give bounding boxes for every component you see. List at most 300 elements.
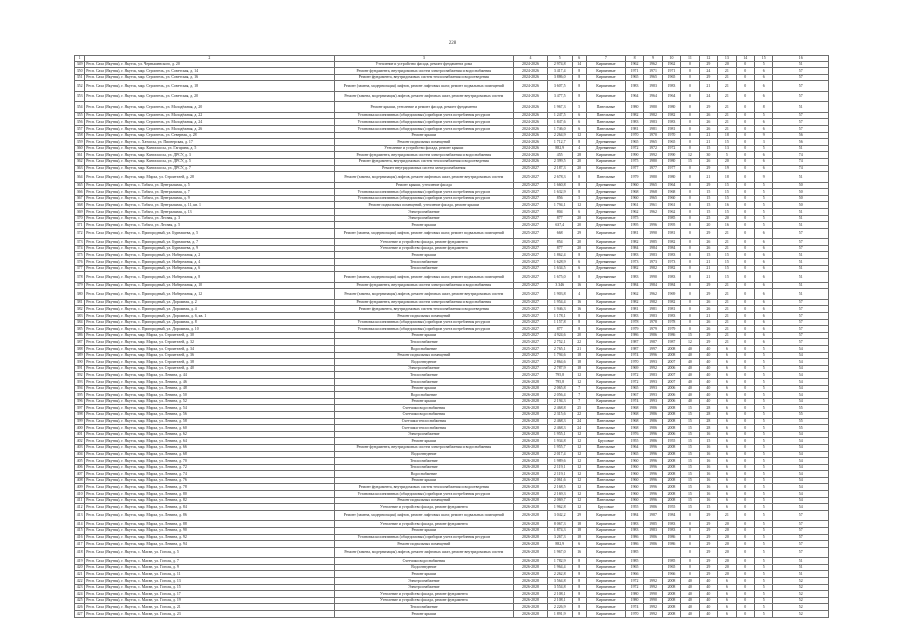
row-number: 396	[75, 398, 85, 405]
row-number: 359	[75, 139, 85, 146]
table-row	[75, 398, 829, 405]
address-cell: Респ. Саха (Якутия), г. Якутск, мкр. Марха, ул. Ленина, д. 58	[85, 418, 334, 425]
period-cell: 2026-2028	[514, 491, 548, 498]
value-cell: 21	[718, 91, 736, 102]
value-cell: 5	[755, 578, 773, 585]
address-cell: Респ. Саха (Якутия), г. Якутск, мкр. Марха, ул. Строителей, д. 38	[85, 359, 334, 366]
year-cell: 1983	[625, 521, 643, 528]
row-number: 357	[75, 125, 85, 132]
units-cell: 12	[572, 444, 586, 451]
units-cell: 8	[572, 597, 586, 604]
year-cell: 1984	[662, 510, 680, 521]
row-number: 383	[75, 313, 85, 320]
row-number: 380	[75, 289, 85, 300]
cost-cell: 2 056,4	[547, 392, 572, 399]
material-cell: Кирпичные	[586, 604, 625, 611]
value-cell: 55	[773, 411, 829, 418]
row-number: 367	[75, 195, 85, 202]
row-number: 419	[75, 558, 85, 565]
units-cell: 12	[572, 438, 586, 445]
address-cell: Респ. Саха (Якутия), г. Якутск, мкр. Марха, ул. Ленина, д. 56	[85, 411, 334, 418]
address-cell: Респ. Саха (Якутия), г. Якутск, мкр. Строитель, ул. Молодёжная, д. 26	[85, 125, 334, 132]
value-cell: 56	[773, 139, 829, 146]
value-cell: 16	[699, 497, 717, 504]
period-cell: 2026-2028	[514, 504, 548, 511]
value-cell: 20	[718, 564, 736, 571]
units-cell: 8	[572, 313, 586, 320]
value-cell: 5	[755, 591, 773, 598]
work-type-cell: Установка коллективных (общедомовых) приборов учета потребления ресурсов	[334, 326, 514, 333]
value-cell: 29	[699, 182, 717, 189]
value-cell: 40	[681, 610, 699, 617]
year-cell: 1981	[625, 228, 643, 239]
work-type-cell: Водоснабжение	[334, 392, 514, 399]
value-cell: 0	[736, 458, 754, 465]
period-cell: 2025-2027	[514, 202, 548, 209]
value-cell: 5	[755, 378, 773, 385]
material-cell: Кирпичные	[586, 313, 625, 320]
cost-cell: 2 061,6	[547, 477, 572, 484]
year-cell: 2008	[662, 425, 680, 432]
value-cell: 0	[736, 359, 754, 366]
period-cell: 2025-2027	[514, 359, 548, 366]
table-row	[75, 313, 829, 320]
year-cell: 1986	[644, 411, 662, 418]
cost-cell: 854	[547, 239, 572, 246]
value-cell: 0	[681, 541, 699, 548]
value-cell: 0	[681, 145, 699, 152]
year-cell: 1962	[625, 61, 643, 68]
year-cell: 1961	[644, 202, 662, 209]
row-number: 353	[75, 91, 85, 102]
value-cell: 40	[681, 372, 699, 379]
value-cell: 29	[699, 165, 717, 172]
address-cell: Респ. Саха (Якутия), г. Якутск, мкр. Марха, ул. Ленина, д. 80	[85, 491, 334, 498]
period-cell: 2026-2028	[514, 527, 548, 534]
value-cell: 0	[681, 91, 699, 102]
value-cell: 0	[736, 464, 754, 471]
value-cell: 6	[755, 299, 773, 306]
row-number: 375	[75, 252, 85, 259]
table-row	[75, 571, 829, 578]
cost-cell: 882,9	[547, 541, 572, 548]
period-cell: 2025-2027	[514, 165, 548, 172]
work-type-cell: Установка коллективных (общедомовых) приборов учета потребления ресурсов	[334, 534, 514, 541]
value-cell: 6	[718, 392, 736, 399]
work-type-cell: Утепление и устройство фасада, ремонт фундамента	[334, 597, 514, 604]
year-cell: 1980	[644, 158, 662, 165]
value-cell: 5	[755, 182, 773, 189]
year-cell: 1973	[625, 259, 643, 266]
address-cell: Респ. Саха (Якутия), г. Якутск, с. Пригородный, ул. Бурнашева, д. 9	[85, 245, 334, 252]
year-cell: 2008	[662, 584, 680, 591]
value-cell: 5	[755, 491, 773, 498]
value-cell: 5	[755, 451, 773, 458]
year-cell: 1968	[662, 189, 680, 196]
material-cell: Кирпичные	[586, 346, 625, 353]
work-type-cell: Ремонт внутридомовых систем электроснабжения	[334, 165, 514, 172]
value-cell: 20	[718, 61, 736, 68]
year-cell: 2008	[662, 610, 680, 617]
value-cell: 74	[773, 158, 829, 165]
units-cell: 12	[572, 484, 586, 491]
value-cell: 15	[681, 438, 699, 445]
table-row	[75, 145, 829, 152]
period-cell: 2026-2028	[514, 584, 548, 591]
value-cell: 0	[736, 372, 754, 379]
table-row	[75, 139, 829, 146]
value-cell: 6	[755, 282, 773, 289]
year-cell: 2008	[662, 451, 680, 458]
value-cell: 19	[718, 165, 736, 172]
value-cell: 0	[736, 451, 754, 458]
value-cell: 26	[699, 119, 717, 126]
cost-cell: 2 065,8	[547, 385, 572, 392]
table-row	[75, 319, 829, 326]
year-cell: 1982	[644, 112, 662, 119]
value-cell: 6	[755, 306, 773, 313]
value-cell: 0	[736, 228, 754, 239]
value-cell: 16	[699, 484, 717, 491]
units-cell: 8	[572, 591, 586, 598]
year-cell: 2006	[662, 385, 680, 392]
row-number: 411	[75, 497, 85, 504]
table-row	[75, 81, 829, 92]
value-cell: 15	[681, 444, 699, 451]
value-cell: 0	[736, 119, 754, 126]
year-cell: 1980	[625, 597, 643, 604]
row-number: 425	[75, 597, 85, 604]
value-cell: 57	[773, 339, 829, 346]
table-row	[75, 209, 829, 216]
value-cell: 29	[699, 282, 717, 289]
value-cell: 5	[755, 365, 773, 372]
address-cell: Респ. Саха (Якутия), г. Якутск, мкр. Марха, ул. Ленина, д. 74	[85, 471, 334, 478]
value-cell: 57	[773, 527, 829, 534]
value-cell: 21	[699, 139, 717, 146]
year-cell: 1965	[644, 74, 662, 81]
address-cell: Респ. Саха (Якутия), г. Якутск, с. Маган, ул. Гоголя, д. 19	[85, 597, 334, 604]
value-cell: 57	[773, 541, 829, 548]
value-cell: 6	[755, 252, 773, 259]
table-body	[75, 61, 829, 617]
value-cell: 26	[699, 158, 717, 165]
value-cell: 0	[681, 202, 699, 209]
year-cell: 1996	[644, 464, 662, 471]
year-cell: 1974	[625, 604, 643, 611]
period-cell: 2025-2027	[514, 209, 548, 216]
year-cell: 1965	[625, 385, 643, 392]
period-cell: 2026-2028	[514, 451, 548, 458]
value-cell: 57	[773, 319, 829, 326]
period-cell: 2025-2027	[514, 259, 548, 266]
work-type-cell: Теплоснабжение	[334, 458, 514, 465]
table-row	[75, 306, 829, 313]
value-cell: 15	[681, 451, 699, 458]
value-cell: 0	[736, 265, 754, 272]
value-cell: 29	[699, 547, 717, 558]
value-cell: 15	[718, 252, 736, 259]
table-row	[75, 265, 829, 272]
work-type-cell: Ремонт крыши	[334, 222, 514, 229]
year-cell: 1986	[644, 332, 662, 339]
value-cell: 0	[736, 313, 754, 320]
address-cell: Респ. Саха (Якутия), г. Якутск, мкр. Марха, ул. Ленина, д. 92	[85, 534, 334, 541]
value-cell: 15	[699, 189, 717, 196]
table-row	[75, 604, 829, 611]
value-cell: 51	[773, 61, 829, 68]
value-cell: 6	[718, 398, 736, 405]
value-cell: 57	[773, 332, 829, 339]
cost-cell: 3 554,8	[547, 584, 572, 591]
year-cell: 1993	[644, 392, 662, 399]
value-cell: 0	[681, 326, 699, 333]
table-row	[75, 182, 829, 189]
value-cell: 15	[699, 195, 717, 202]
year-cell: 1986	[625, 534, 643, 541]
year-cell: 2008	[662, 458, 680, 465]
value-cell: 24	[699, 91, 717, 102]
table-row	[75, 504, 829, 511]
value-cell: 5	[755, 398, 773, 405]
value-cell: 29	[699, 527, 717, 534]
address-cell: Респ. Саха (Якутия), г. Якутск, с. Пригородный, ул. Дорожная, д. 4	[85, 306, 334, 313]
row-number: 409	[75, 484, 85, 491]
column-header: 7	[586, 56, 625, 62]
value-cell: 57	[773, 91, 829, 102]
material-cell: Кирпичные	[586, 571, 625, 578]
year-cell: 1974	[625, 398, 643, 405]
year-cell: 1967	[625, 392, 643, 399]
year-cell: 1972	[625, 578, 643, 585]
cost-cell: 856	[547, 195, 572, 202]
value-cell: 3	[755, 139, 773, 146]
cost-cell: 882,9	[547, 145, 572, 152]
value-cell: 5	[755, 571, 773, 578]
value-cell: 51	[773, 252, 829, 259]
year-cell: 1984	[644, 245, 662, 252]
value-cell: 40	[699, 610, 717, 617]
value-cell: 5	[755, 610, 773, 617]
value-cell: 0	[736, 491, 754, 498]
value-cell: 6	[755, 326, 773, 333]
units-cell: 20	[572, 222, 586, 229]
year-cell: 1990	[662, 152, 680, 159]
year-cell: 1965	[644, 182, 662, 189]
year-cell: 1965	[662, 74, 680, 81]
material-cell: Кирпичные	[586, 359, 625, 366]
value-cell: 0	[736, 584, 754, 591]
period-cell: 2026-2028	[514, 534, 548, 541]
value-cell: 20	[718, 521, 736, 528]
work-type-cell: Ремонт крыши	[334, 571, 514, 578]
year-cell: 1982	[644, 299, 662, 306]
period-cell: 2026-2028	[514, 464, 548, 471]
material-cell: Кирпичные	[586, 578, 625, 585]
cost-cell: 1 955,1	[547, 431, 572, 438]
material-cell: Брусовые	[586, 504, 625, 511]
value-cell: 29	[699, 558, 717, 565]
year-cell: 1982	[625, 112, 643, 119]
material-cell: Деревянные	[586, 209, 625, 216]
address-cell: Респ. Саха (Якутия), г. Якутск, мкр. Марха, ул. Ленина, д. 90	[85, 527, 334, 534]
period-cell: 2024-2026	[514, 74, 548, 81]
year-cell: 2006	[662, 365, 680, 372]
value-cell: 0	[736, 259, 754, 266]
year-cell: 2008	[662, 491, 680, 498]
value-cell: 21	[718, 313, 736, 320]
table-row	[75, 405, 829, 412]
value-cell: 5	[755, 510, 773, 521]
year-cell: 2008	[662, 597, 680, 604]
address-cell: Респ. Саха (Якутия), г. Якутск, мкр. Марха, ул. Строителей, д. 36	[85, 352, 334, 359]
row-number: 365	[75, 182, 85, 189]
value-cell: 0	[681, 209, 699, 216]
work-type-cell: Ремонт крыши	[334, 610, 514, 617]
value-cell: 0	[736, 547, 754, 558]
row-number: 355	[75, 112, 85, 119]
address-cell: Респ. Саха (Якутия), г. Якутск, с. Пригородный, ул. Набережная, д. 2	[85, 252, 334, 259]
year-cell: 1983	[662, 81, 680, 92]
value-cell: 5	[755, 61, 773, 68]
row-number: 387	[75, 339, 85, 346]
value-cell: 0	[736, 68, 754, 75]
value-cell: 74	[773, 165, 829, 172]
units-cell: 16	[572, 299, 586, 306]
cost-cell: 1 989,6	[547, 458, 572, 465]
year-cell: 1983	[625, 313, 643, 320]
value-cell: 5	[755, 145, 773, 152]
material-cell: Кирпичные	[586, 319, 625, 326]
year-cell: 1990	[644, 591, 662, 598]
year-cell: 1987	[625, 346, 643, 353]
year-cell: 1985	[662, 558, 680, 565]
row-number: 392	[75, 372, 85, 379]
value-cell: 57	[773, 313, 829, 320]
value-cell: 54	[773, 497, 829, 504]
work-type-cell: Утепление и устройство фасада, ремонт фундамента	[334, 591, 514, 598]
cost-cell: 3 417,4	[547, 68, 572, 75]
value-cell: 6	[718, 425, 736, 432]
row-number: 424	[75, 591, 85, 598]
year-cell: 1986	[662, 541, 680, 548]
value-cell: 57	[773, 81, 829, 92]
period-cell: 2025-2027	[514, 195, 548, 202]
row-number: 422	[75, 578, 85, 585]
material-cell: Кирпичные	[586, 239, 625, 246]
address-cell: Респ. Саха (Якутия), г. Якутск, с. Маган, ул. Гоголя, д. 17	[85, 591, 334, 598]
year-cell: 1969	[625, 365, 643, 372]
value-cell: 6	[718, 497, 736, 504]
year-cell: 1955	[625, 438, 643, 445]
address-cell: Респ. Саха (Якутия), г. Якутск, мкр. Марха, ул. Ленина, д. 64	[85, 438, 334, 445]
value-cell: 0	[681, 282, 699, 289]
value-cell: 15	[681, 477, 699, 484]
row-number: 426	[75, 604, 85, 611]
row-number: 374	[75, 245, 85, 252]
material-cell: Кирпичные	[586, 584, 625, 591]
material-cell: Кирпичные	[586, 385, 625, 392]
value-cell: 0	[736, 558, 754, 565]
year-cell: 1986	[644, 541, 662, 548]
table-row	[75, 245, 829, 252]
value-cell: 6	[718, 372, 736, 379]
value-cell: 21	[718, 306, 736, 313]
value-cell: 6	[755, 165, 773, 172]
value-cell: 0	[681, 527, 699, 534]
year-cell: 1962	[644, 289, 662, 300]
cost-cell: 2 187,3	[547, 165, 572, 172]
period-cell: 2026-2028	[514, 438, 548, 445]
value-cell: 29	[699, 571, 717, 578]
value-cell: 51	[773, 172, 829, 183]
value-cell: 54	[773, 458, 829, 465]
table-row	[75, 125, 829, 132]
value-cell: 6	[755, 289, 773, 300]
table-row	[75, 282, 829, 289]
value-cell: 15	[718, 272, 736, 283]
year-cell: 1965	[644, 195, 662, 202]
row-number: 352	[75, 81, 85, 92]
cost-cell: 2 119,1	[547, 471, 572, 478]
work-type-cell: Счетчики водоснабжения	[334, 405, 514, 412]
year-cell: 1984	[625, 245, 643, 252]
work-type-cell: Ремонт (замена, модернизация) лифтов, ремонт лифтовых шахт, ремонт подвальных помещений	[334, 81, 514, 92]
value-cell: 57	[773, 510, 829, 521]
value-cell: 0	[681, 272, 699, 283]
row-number: 407	[75, 471, 85, 478]
address-cell: Респ. Саха (Якутия), г. Якутск, мкр. Марха, ул. Ленина, д. 70	[85, 458, 334, 465]
work-type-cell: Водоотведение	[334, 359, 514, 366]
units-cell: 22	[572, 339, 586, 346]
table-row	[75, 534, 829, 541]
cost-cell: 2 399,5	[547, 158, 572, 165]
row-number: 420	[75, 564, 85, 571]
cost-cell: 668	[547, 228, 572, 239]
value-cell: 52	[773, 597, 829, 604]
period-cell: 2026-2028	[514, 411, 548, 418]
value-cell: 29	[699, 61, 717, 68]
cost-cell: 1 628,9	[547, 259, 572, 266]
period-cell: 2024-2026	[514, 158, 548, 165]
year-cell: 1964	[662, 91, 680, 102]
value-cell: 15	[699, 438, 717, 445]
value-cell: 15	[681, 484, 699, 491]
value-cell: 15	[699, 504, 717, 511]
value-cell: 0	[681, 195, 699, 202]
units-cell: 20	[572, 158, 586, 165]
value-cell: 29	[699, 74, 717, 81]
value-cell: 6	[718, 484, 736, 491]
value-cell: 51	[773, 265, 829, 272]
value-cell: 6	[755, 119, 773, 126]
period-cell: 2024-2026	[514, 102, 548, 113]
row-number: 404	[75, 451, 85, 458]
value-cell: 51	[773, 272, 829, 283]
address-cell: Респ. Саха (Якутия), г. Якутск, мкр. Марха, ул. Ленина, д. 62	[85, 431, 334, 438]
value-cell: 26	[699, 239, 717, 246]
period-cell: 2025-2027	[514, 313, 548, 320]
row-number: 395	[75, 392, 85, 399]
table-row	[75, 431, 829, 438]
cost-cell: 2 752,1	[547, 339, 572, 346]
units-cell: 16	[572, 306, 586, 313]
value-cell: 0	[681, 571, 699, 578]
value-cell: 0	[736, 112, 754, 119]
year-cell: 1996	[644, 484, 662, 491]
year-cell: 2008	[662, 418, 680, 425]
value-cell: 0	[681, 112, 699, 119]
